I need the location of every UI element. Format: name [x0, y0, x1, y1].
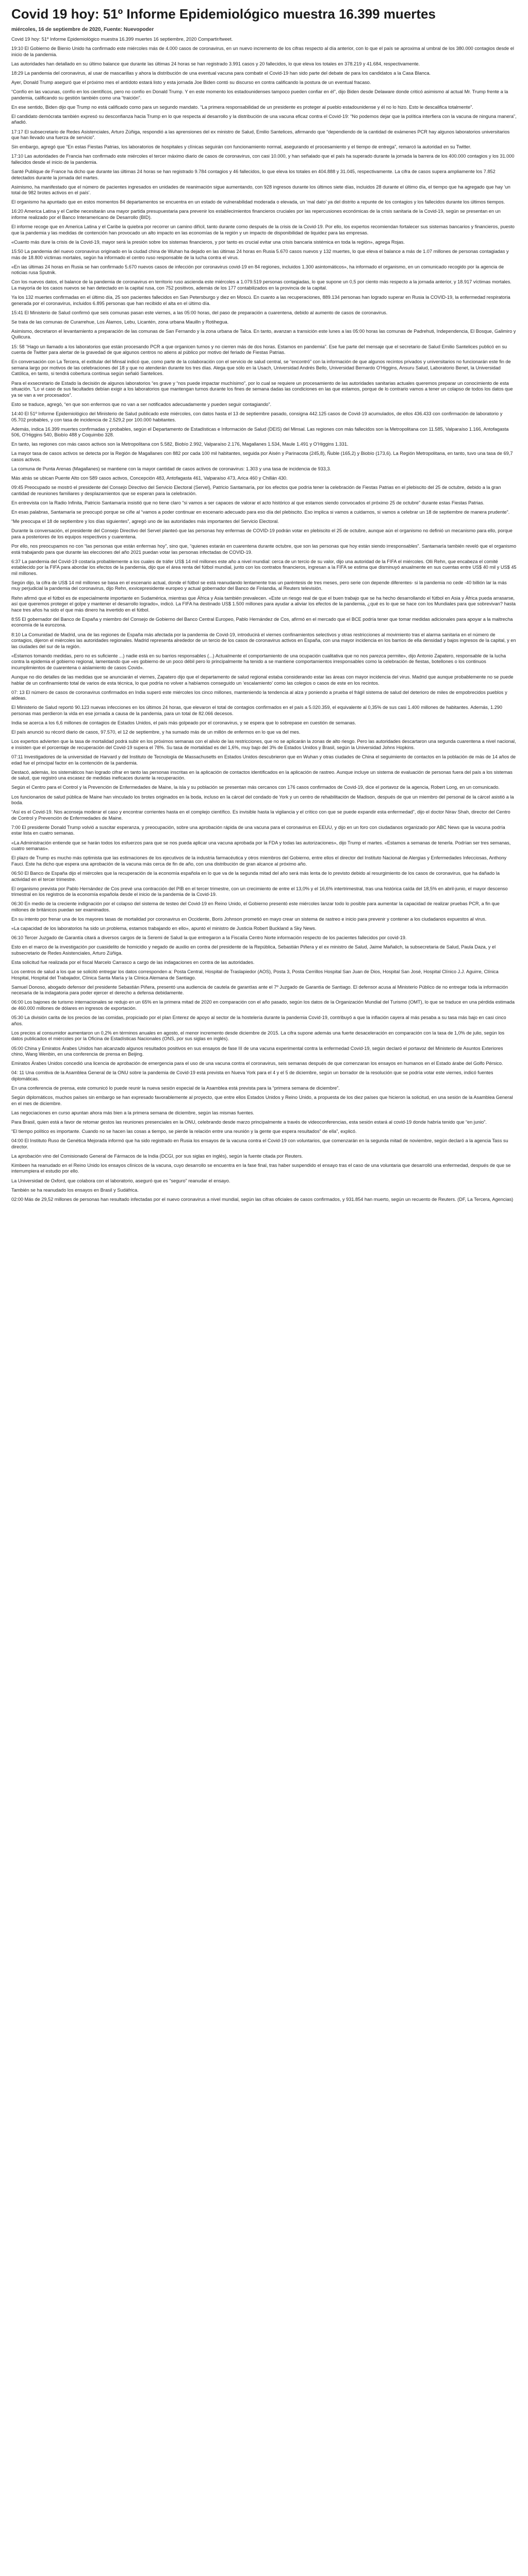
- article-paragraph: La comuna de Punta Arenas (Magallanes) se mantiene con la mayor cantidad de casos activos de coronavirus: 1.303 y una tasa de incidencia de 933,3.: [11, 466, 332, 472]
- article-paragraph: Según diplomáticos, muchos países sin embargo se han expresado favorablemente al proyecto, que entre ellos Estados Unidos y Reino Unido, a propuesta de los diez países que hicieron la solicitud, en una sesión de la Asamblea General en el mes de diciembre.: [11, 1095, 513, 1106]
- article-paragraph: “Me preocupa el 18 de septiembre y los días siguientes”, agregó uno de las autoridades más importantes del Servicio Electoral.: [11, 519, 279, 524]
- article-paragraph: 19:10 El Gobierno de Bienio Unido ha confirmado este miércoles más de 4.000 casos de coronavirus, en un nuevo incremento de los cifras respecto al día anterior, con lo que el país se aproxima al umbral de los 380.000 contagios desde el inicio de la pandemia.: [11, 46, 514, 57]
- article-paragraph: Por ello, nos preocupamos no con “las personas que están enfermas hoy”, sino que, “quienes estarán en cuarentena durante octubre, que son las personas que hoy están siendo irresponsables”. Santamaría también reveló que el organismo está trabajando para que durante las elecciones del año 2021 puedan votar las personas infectadas de COVID-19.: [11, 543, 517, 555]
- article-paragraph: Las negociaciones en curso apuntan ahora más bien a la primera semana de diciembre, según las mismas fuentes.: [11, 1110, 254, 1115]
- article-paragraph: En su intento por frenar una de los mayores tasas de mortalidad por coronavirus en Occidente, Boris Johnson prometió en mayo crear un sistema de rastreo e inicio para prevenir y contener a los ciudadanos expuestos al virus.: [11, 917, 487, 922]
- article-paragraph: Sin embargo, agregó que “En estas Fiestas Patrias, los laboratorios de hospitales y clínicas seguirán con funcionamiento normal, asegurando el procesamiento y el tiempo de entrega”, remarcó la autoridad en su Twitter.: [11, 144, 472, 150]
- article-paragraph: 15: 58 “Hago un llamado a los laboratorios que están procesando PCR a que organicen turnos y no cierren más de dos horas. Estamos en pandemia”. Ese fue parte del mensaje que el secretario de Salud Emilio Santelices publicó en su cuenta de Twitter para alertar de la gravedad de que algunos centros no atiens al público por motivo del feriado de Fiestas Patrias.: [11, 344, 507, 355]
- article-paragraph: Emiratos Árabes Unidos concedió una licencia de aprobación de emergencia para el uso de una vacuna contra el coronavirus, seis semanas después de que comenzaran los ensayos en humanos en el Estado árabe del Golfo Pérsico.: [11, 1061, 503, 1066]
- article-meta: miércoles, 16 de septiembre de 2020, Fuente: Nuevopoder: [11, 27, 154, 32]
- article-paragraph: El Ministerio de Salud reportó 90.123 nuevas infecciones en los últimos 24 horas, que elevaron el total de contagios confirmados en el país a 5.020.359, el equivalente al 0,35% de sus casi 1.400 millones de habitantes. Además, 1.290 personas mas perdieron la vida en ese jornada a causa de la pandemia, para un total de 82.066 decesos.: [11, 705, 503, 717]
- article-paragraph: 04:00 El Instituto Ruso de Genética Mejorada informó que ha sido registrado en Rusia los ensayos de la vacuna contra el Covid-19 con voluntarios, que comenzarán en la segunda mitad de noviembre, según declaró a la agencia Tass su director.: [11, 1138, 508, 1149]
- article-paragraph: Para el exsecretario de Estado la decisión de algunos laboratorios “es grave y “nos puede impactar muchísimo”, por lo cual se requiere un procesamiento de las autoridades sanitarias actuales queremos preparar un conocimiento de esta situación. “Lo vi caso de sus facultades debían exigir a los laboratorios que mantengan turnos durante los fines de semana dadas las condiciones en las que estamos, porque de lo contrario vamos a tener un colapso de todos los datos que ya se van a ver procesados”.: [11, 380, 513, 398]
- article-paragraph: Covid 19 hoy: 51º Informe Epidemiológico muestra 16.399 muertes 16 septiembre, 2020 Compartir/tweet.: [11, 37, 233, 42]
- article-paragraph: Samuel Donoso, abogado defensor del presidente Sebastián Piñera, presentó una audiencia de cautela de garantías ante el 7º Juzgado de Garantía de Santiago. El defensor acusa al Ministerio Público de no entregar toda la información necesaria de la indagatoria para poder ejercer el derecho a defensa debidamente.: [11, 984, 508, 996]
- article-paragraph: 06:30 En medio de la creciente indignación por el colapso del sistema de testeo del Covid-19 en Reino Unido, el Gobierno presentó este miércoles lanzar todo lo posible para aumentar la capacidad de realizar pruebas PCR, a fin que millones de británicos puedan ser examinados.: [11, 901, 500, 912]
- article-paragraph: Aunque no dio detalles de las medidas que se anunciarán el viernes, Zapatero dijo que el departamento de salud regional estaba considerando estar las áreas con mayor incidencia del virus. Madrid que aunque probablemente no se puede hablar de un confinamiento total de varios de esta técnica, lo que podría no volver a habíamos conseguido un ‘escalamiento’ como las colegios o casos de este en los recintos.: [11, 674, 514, 686]
- article-paragraph: «En las últimas 24 horas en Rusia se han confirmado 5.670 nuevos casos de infección por coronavirus covid-19 en 84 regiones, incluidos 1.300 asintomáticos», ha informado el organismo, en un comunicado recogido por la agencia de noticias rusa Sputnik.: [11, 264, 504, 276]
- article-paragraph: En una conferencia de prensa, este comunicó lo puede reunir la nueva sesión especial de la Asamblea está prevista para la “primera semana de diciembre”.: [11, 1085, 340, 1091]
- article-paragraph: “El tiempo político es importante. Cuando no se hacen las cosas a tiempo, se pierde la relación entre una reunión y la gente que espera resultados” de ella”, explicó.: [11, 1128, 357, 1134]
- article-paragraph: 09:45 Preocupado se mostró el presidente del Consejo Directivo del Servicio Electoral (Servel), Patricio Santamaría, por los efectos que podría tener la celebración de Fiestas Patrias en el plebiscito del 25 de octubre, debido a la gran cantidad de reuniones familiares y desplazamientos que se esperan para la celebración.: [11, 485, 501, 496]
- article-paragraph: 07: 13 El número de casos de coronavirus confirmados en India superó este miércoles los cinco millones, manteniendo la tendencia al alza y poniendo a prueba el frágil sistema de salud del deterioro de miles de empobrecidos pueblos y aldeas.: [11, 689, 507, 701]
- article-paragraph: “Así es el Covid-19. Nos aconseja moderar el caso y encontrar corrientes hasta en el complejo científico. Es invisible hasta la vigilancia y el crítico con que se puede expandir esta enfermedad”, dijo el doctor Nirav Shah, director del Centro de Control y Prevención de Enfermedades de Maine.: [11, 809, 510, 821]
- article-paragraph: Además, indica 16.399 muertes confirmadas y probables, según el Departamento de Estadísticas e Información de Salud (DEIS) del Minsal. Las regiones con más fallecidos son la Metropolitana con 11.585, Valparaíso 1.166, Antofagasta 506, O’Higgins 540, Biobío 488 y Coquimbo 328.: [11, 426, 509, 438]
- article-paragraph: Más atrás se ubican Puente Alto con 589 casos activos, Concepción 483, Antofagasta 461, Valparaíso 473, Arica 460 y Chillán 430.: [11, 476, 288, 481]
- article-paragraph: Esto en el marco de la investigación por cuasidelito de homicidio y negado de auxilio en contra del presidente de la República, Sebastián Piñera y el ex ministro de Salud, Jaime Mañalich, la subsecretaria de Salud, Paula Daza, y el subsecretario de Redes Asistenciales, Arturo Zúñiga.: [11, 944, 496, 956]
- article-paragraph: 15:50 La pandemia del nuevo coronavirus originado en la ciudad china de Wuhan ha dejado en las últimas 24 horas en Rusia 5.670 casos nuevos y 132 muertes, lo que eleva el balance a más de 1.07 millones de personas contagiadas y más de 18.800 víctimas mortales, según ha informado el centro ruso responsable de la lucha contra el virus.: [11, 248, 509, 260]
- article-paragraph: 7:00 El presidente Donald Trump volvió a suscitar esperanza, y preocupación, sobre una aprobación rápida de una vacuna para el coronavirus en EEUU, y dijo en un foro con ciudadanos organizado por ABC News que la vacuna podría estar lista en cuatro semanas.: [11, 824, 505, 836]
- article-paragraph: Se trata de las comunas de Curarrehue, Los Álamos, Lebu, Licantén, zona urbana Mauilln y Rotihegua.: [11, 319, 229, 325]
- article-paragraph: Los expertos advierten que la tasa de mortalidad podrá subir en los próximos semanas con el alivio de las restricciones, que no se aplicarán la zonas de alto riesgo. Pero las autoridades descartaron una segunda cuarentena a nivel nacional, e insisten que el porcentaje de recuperación del Covid-19 supera el 78%. Su tasa de mortalidad es del 1,6%, muy bajo del 3% de Estados Unidos y Brasil, según la Universidad Johns Hopkins.: [11, 739, 516, 750]
- article-paragraph: Las autoridades han detallado en su último balance que durante las últimas 24 horas se han registrado 3.991 casos y 20 fallecidos, lo que eleva los totales en 378.219 y 41.684, respectivamente.: [11, 61, 420, 66]
- article-paragraph: La aprobación vino del Comisionado General de Fármacos de la India (DCGI, por sus siglas en inglés), según la fuente citada por Reuters.: [11, 1153, 303, 1159]
- article-paragraph: En entrevista con la Radio Infinita, Patricio Santamaría insistió que no tiene claro “si vamos a ser capaces de valorar el acto histórico al que estamos siendo convocados el próximo 25 de octubre” durante estas Fiestas Patrias.: [11, 500, 485, 505]
- article-paragraph: Destacó, además, los sistemáticos han logrado cifrar en tanto las personas inscritas en la aplicación de contactos identificados en la aplicación de rastreo. Aunque incluye un sistema de evaluación de personas fuera del país a los sistemas de salud, que registró una escasez de medidas ineficaces durante la recuperación.: [11, 769, 513, 781]
- article-paragraph: Ayer, Donald Trump aseguró que el próximo mes el antídoto estará listo y esta jornada Joe Biden contó su discurso en contra calificando la postura de un eventual fracaso.: [11, 79, 371, 85]
- article-paragraph: Los centros de salud a los que se solicitó entregar los datos corresponden a: Posta Central, Hospital de Traslapiedor (AOS), Posta 3, Posta Cerrillos Hospital San Juan de Dios, Hospital San José, Hospital Clínico J.J. Aguirre, Clínica Hospital, Hospital del Trabajador, Clínica Santa María y la Clínica Alemana de Santiago.: [11, 969, 499, 980]
- article-paragraph: 02:00 Más de 29,52 millones de personas han resultado infectadas por el nuevo coronavirus a nivel mundial, según las cifras oficiales de casos confirmados, y 931.854 han muerto, según un recuento de Reuters. (DF, La Tercera, Agencias): [11, 1196, 514, 1202]
- article-paragraph: «Estamos tomando medidas, pero no es suficiente ...) nadie está en su barrios responsables (...) Actualmente el comportamiento de una ocupación cualitativa que no nos parezca permite», dijo Antonio Zapatero, responsable de la lucha contra la epidemia el gobierno regional, lamentando que «es gobierno de un poco débil pero lo principalmente ha tenido a se mantiene comportamientos irresponsables como la celebración de fiestas, botellones o los continuos incumplimientos de cuarentena o aislamiento de casos Covid».: [11, 653, 506, 670]
- article-paragraph: «La capacidad de los laboratorios ha sido un problema, estamos trabajando en ello», apuntó el ministro de Justicia Robert Buckland a Sky News.: [11, 926, 317, 931]
- article-paragraph: El organismo prevista por Pablo Hernández de Cos prevé una contracción del PIB en el tercer trimestre, con un crecimiento de entre el 13,0% y el 16,6% intertrimestral, tras una histórica caída del 18,5% en abril-junio, el mayor descenso trimestral en los registros de la economía española desde el inicio de la pandemia de la Covid-19.: [11, 886, 508, 897]
- article-paragraph: En esas palabras, Santamaría se preocupó porque se ciñe al “vamos a poder continuar en escenario adecuado para eso día del plebiscito. Eso implica si vamos a cuidarnos, si vamos a celebrar un 18 de septiembre de manera prudente”.: [11, 510, 510, 515]
- article-paragraph: También se ha reanudado los ensayos en Brasil y Sudáfrica.: [11, 1187, 139, 1193]
- article-paragraph: Para Brasil, quien está a favor de retomar gestos las reuniones presenciales en la ONU, celebrando desde marzo principalmente a través de videoconferencias, esta sesión estará al covid-19 donde habría tenido que “en junio”.: [11, 1119, 487, 1125]
- article-source-prefix: Fuente:: [104, 27, 124, 32]
- article-paragraph: El país anunció su récord diario de casos, 97.570, el 12 de septiembre, y ha sumado más de un millón de enfermos en lo que va del mes.: [11, 730, 301, 735]
- article-paragraph: La Universidad de Oxford, que colabora con el laboratorio, aseguró que es “seguro” reanudar el ensayo.: [11, 1178, 230, 1183]
- article-source: Nuevopoder: [123, 27, 154, 32]
- article-body: [11, 37, 517, 1202]
- article-paragraph: 06:00 Los bajones de turismo internacionales se redujo en un 65% en la primera mitad de 2020 en comparación con el año pasado, según los datos de la Organización Mundial del Turismo (OMT), lo que se traduce en una pérdida estimada de 460.000 millones de dólares en ingresos de exportación.: [11, 999, 515, 1011]
- article-paragraph: Rehn afirmó que el fútbol es de especialmente importante en Sudamérica, mientras que África y Asia también prevalecen. «Este un riesgo real de que el buen trabajo que se ha hecho desarrollando el fútbol en Asia y África pueda arrasarse, así que queremos proteger el golpe y mantener el desarrollo logrado», indicó. La FIFA ha destinado US$ 1.500 millones para ayudar a aliviar los efectos de la pandemia, ¿qué es lo que se hace con los Mundiales para que sobrevivan? hasta hace tres años ha sido el que más dinero ha invertido en el fútbol.: [11, 595, 516, 613]
- article-paragraph: Esta solicitud fue realizada por el fiscal Marcelo Carrasco a cargo de las indagaciones en contra de las autoridades.: [11, 959, 255, 965]
- article-paragraph: India se acerca a los 6,6 millones de contagios de Estados Unidos, el país más golpeado por el coronavirus, y se espera que lo sobrepase en cuestión de semanas.: [11, 720, 356, 726]
- article-date: miércoles, 16 de septiembre de 2020: [11, 27, 101, 32]
- article-paragraph: “Confío en las vacunas, confío en los científicos, pero no confío en Donald Trump. Y en este momento los estadounidenses tampoco pueden confiar en él”, dijo Biden desde Delaware donde criticó asimismo al actual Mr. Trump frente a la pandemia, calificando su gestión también como una “traición”.: [11, 89, 508, 100]
- article-paragraph: El candidato demócrata también expresó su desconfianza hacia Trump en lo que respecta al desarrollo y la distribución de una vacuna eficaz contra el Covid-19: “No podemos dejar que la política interfiera con la vacuna de ninguna manera”, añadió.: [11, 113, 517, 125]
- article-paragraph: 17:17 El subsecretario de Redes Asistenciales, Arturo Zúñiga, respondió a las aprensiones del ex ministro de Salud, Emilio Santelices, afirmando que “dependiendo de la cantidad de exámenes PCR hay algunos laboratorios universitarios que han llevado una fuerza de servicio”.: [11, 129, 510, 141]
- article-paragraph: 16:20 America Latina y el Caribe necesitarán una mayor partida presupuestaria para prevenir los establecimientos financieros cruciales por las repercusiones económicas de la crisis sanitaria de la Covid-19, según se presentan en un informe realizado por el Banco Interamericano de Desarrollo (BID).: [11, 209, 501, 221]
- article-paragraph: El organismo ha apuntado que en estos momentos 84 departamentos se encuentra en un estado de vulnerabilidad moderada o elevada, un ‘mal dato’ ya del distrito a repunte de los contagios y los fallecidos durante los últimos tiempos.: [11, 199, 505, 205]
- article-paragraph: 05:30 La división carita de los precios de las comidas, propiciado por el plan Enterez de apoyo al sector de la hostelería durante la pandemia Covid-19, contribuyó a que la inflación cayera al más pesaba a su tasa más bajo en casi cinco años.: [11, 1015, 506, 1026]
- article-paragraph: En conversación con La Tercera, el extitular del Minsal indicó que, como parte de la colaboración con el servicio de salud central, se “encontró” con la información de que algunos recintos privados y universitarios no funcionarán este fin de semana largo por motivos de las celebraciones del 18 y que no atenderán durante los tres días. Alega que sólo en la Usach, Universidad Andrés Bello, Universidad Bernardo O’Higgins, Ansuru Salud, Laboratorio Benet, la Universidad Católica, en tanto, si tendrá cobertura continua según señaló Santelices.: [11, 359, 511, 377]
- article-paragraph: En ese sentido, Biden dijo que Trump no está calificado como para un segundo mandato. “La primera responsabilidad de un presidente es proteger al pueblo estadounidense y él no lo hizo. Esto le descalifica totalmente”.: [11, 104, 473, 110]
- article-paragraph: El plazo de Trump es mucho más optimista que las estimaciones de los ejecutivos de la industria farmacéutica y otros miembros del Gobierno, entre ellos el director del Instituto Nacional de Alergias y Enfermedades Infecciosas, Anthony Fauci. Este ha dicho que espera una aprobación de la vacuna más cerca de fin de año, con una distribución de gran alcance al próximo año.: [11, 855, 507, 867]
- article-paragraph: El informe recoge que en America Latina y el Caribe la quiebra por recorrer un camino difícil, tanto durante como después de la crisis de la Covid-19. Por ello, los expertos recomiendan fortalecer sus sistemas bancarios y financieros, puesto que la pandemia y las medidas de contención han provocado un alto impacto en las economías de la región y un impacto de disponibilidad de liquidez para las empresas.: [11, 224, 515, 235]
- article-paragraph: «Cuanto más dure la crisis de la Covid-19, mayor será la presión sobre los sistemas financieros, y por tanto es crucial evitar una crisis bancaria sistémica en toda la región», agrega Rojas.: [11, 239, 405, 245]
- article-page: [0, 0, 528, 1216]
- article-paragraph: Con los nuevos datos, el balance de la pandemia de coronavirus en territorio ruso ascienda este miércoles a 1.079.519 personas contagiadas, lo que supone un 0,5 por ciento más respecto a la jornada anterior, y 18.917 víctimas mortales. La mayoría de los casos nuevos se han detectado en la capital rusa, con 752 positivos, además de los 177 contabilizados en la provincia de la capital.: [11, 279, 512, 291]
- article-paragraph: Según el Centro para el Control y la Prevención de Enfermedades de Maine, la isla y su población se presentan más cercanos con 176 casos confirmados de Covid-19, dice el portavoz de la agencia, Robert Long, en un comunicado.: [11, 785, 500, 790]
- article-paragraph: 6:37 La pandemia del Covid-19 costaría probablemente a los cuales de tráfer US$ 14 mil millones este año a nivel mundial: cerca de un tercio de su valor, dijo una autoridad de la FIFA el miércoles. Olli Rehn, que encabeza el comité establecido por la FIFA para abordar los efectos de la pandemia, dijo que el área renta del fútbol mundial, junto con los contratos financieros, ingresan a la FIFA se estima que disminuyó anualmente en sus cuentas entre US$ 40 mil y US$ 45 mil millones.: [11, 558, 517, 576]
- article-paragraph: 15:41 El Ministerio de Salud confirmó que seis comunas pasan este viernes, a las 05:00 horas, del paso de preparación a cuarentena, debido al aumento de casos de coronavirus.: [11, 310, 388, 315]
- article-paragraph: Según dijo, la cifra de US$ 14 mil millones se basa en el escenario actual, donde el fútbol se está reanudando lentamente tras un paréntesis de tres meses, pero serie con depende diferentes- si la pandemia no cede -40 billión lar la más muy perjudicial la pandemia del coronavirus, dijo Rehn, exvicepresidente europeo y actual gobernador del Banco de Finlandia, al Reuters televisión.: [11, 580, 507, 591]
- article-paragraph: Esto se traduce, agregó, “en que son enfermos que no van a ser notificados adecuadamente y pueden seguir contagiando”.: [11, 401, 272, 407]
- article-paragraph: 05:00 China y Emiratos Árabes Unidos han alcanzado algunos resultados positivos en sus ensayos de fase III de una vacuna experimental contra la enfermedad Covid-19, según declaró el portavoz del Ministerio de Asuntos Exteriores chino, Wang Wenbin, en una conferencia de prensa en Beijing.: [11, 1045, 503, 1057]
- article-paragraph: 04: 11 Una comitiva de la Asamblea General de la ONU sobre la pandemia de Covid-19 está prevista en Nueva York para el 4 y el 5 de diciembre, según un borrador de la resolución que se podría votar este viernes, indicó fuentes diplomáticas.: [11, 1070, 493, 1081]
- article-paragraph: «La Administración entiende que se harán todos los esfuerzos para que se nos pueda aplicar una vacuna aprobada por la FDA y todas las autorizaciones», dijo Trump el martes. «Estamos a semanas de tenerla. Podrían ser tres semanas, cuatro semanas».: [11, 840, 511, 852]
- article-paragraph: 8:10 La Comunidad de Madrid, una de las regiones de España más afectada por la pandemia de Covid-19, introducirá el viernes confinamientos selectivos y otras restricciones al movimiento tras el alarma sanitaria en el número de contagios, dijeron el miércoles las autoridades regionales. Madrid representa alrededor de un tercio de los casos de coronavirus activos en España, con una mayor incidencia en los barrios de ella densidad y bajos ingresos de la capital, y en las ciudades del sur de la región.: [11, 632, 516, 649]
- article-paragraph: La mayor tasa de casos activos se detecta por la Región de Magallanes con 882 por cada 100 mil habitantes, seguida por Aisén y Parinacota (245,8), Ñuble (165,2) y Biobío (173,6). La Región Metropolitana, en tanto, tuvo una tasa de 69,7 casos activos.: [11, 451, 513, 462]
- article-paragraph: Durante la conversación, el presidente del Consejo Directivo del Servel planteó que las personas hoy enfermas de COVID-19 podrán votar en plebiscito el 25 de octubre, aunque aún el organismo no definió un mecanismo para ello, porque para a posteriores de los equipos respectivos y cuarentena.: [11, 528, 513, 539]
- article-paragraph: 17:10 Las autoridades de Francia han confirmado este miércoles el tercer máximo diario de casos de coronavirus, con casi 10.000, y han señalado que el país ha superado durante la jornada la barrera de los 400.000 contagios y los 31.000 fallecidos desde el inicio de la pandemia.: [11, 154, 515, 165]
- article-paragraph: Los funcionarios de salud pública de Maine han vinculado los brotes originados en la boda, incluso en la cárcel del condado de York y un centro de rehabilitación de Madison, después de que un miembro del personal de la cárcel asistió a la boda.: [11, 794, 514, 806]
- article-paragraph: 8:55 El gobernador del Banco de España y miembro del Consejo de Gobierno del Banco Central Europeo, Pablo Hernández de Cos, afirmó en el mercado que el BCE podría tener que tomar medidas adicionales para apoyar a la maltrecha economía de la eurozona.: [11, 616, 513, 628]
- article-paragraph: Ya los 132 muertes confirmadas en el último día, 25 son pacientes fallecidos en San Petersburgo y diez en Moscú. En cuanto a las recuperaciones, 889.134 personas han logrado superar en Rusia la COVID-19, la enfermedad respiratoria generada por el coronavirus, incluidos 6.895 personas que han recibido el alta en el último día.: [11, 295, 510, 306]
- article-title: Covid 19 hoy: 51º Informe Epidemiológico muestra 16.399 muertes: [11, 6, 436, 22]
- article-paragraph: 06:10 Tercer Juzgado de Garantía citará a diversos cargos de la Seremi de Salud la que entregaron a la Fiscalía Centro Norte información respecto de los pacientes fallecidos por covid-19.: [11, 935, 407, 941]
- article-paragraph: 18:29 La pandemia del coronavirus, al usar de mascarillas y ahora la distribución de una eventual vacuna para combatir el Covid-19 han sido parte del debate de para los candidatos a la Casa Blanca.: [11, 70, 431, 76]
- article-paragraph: 06:50 El Banco de España dijo el miércoles que la recuperación de la economía española en lo que va de la segunda mitad del año será más lenta de lo previsto debido al resurgimiento de los casos de coronavirus, que ha dañado la actividad en el tercer trimestre.: [11, 870, 500, 882]
- article-paragraph: 14:40 El 51º Informe Epidemiológico del Ministerio de Salud publicado este miércoles, con datos hasta el 13 de septiembre pasado, consigna 442.125 casos de Covid-19 acumulados, de ellos 436.433 con confirmación de laboratorio y 05.702 probables, y con tasa de incidencia de 2.529,2 por 100.000 habitantes.: [11, 411, 503, 422]
- article-paragraph: Los precios al consumidor aumentaron un 0,2% en términos anuales en agosto, el menor incremento desde diciembre de 2015. La cifra supone además una fuerte desaceleración en comparación con la tasa de 1,0% de julio, según los datos publicados el miércoles por la Oficina de Estadísticas Nacionales (ONS, por sus siglas en inglés).: [11, 1030, 505, 1042]
- article-paragraph: En tanto, las regiones con más casos activos son la Metropolitana con 5.582, Biobío 2.992, Valparaíso 2.176, Magallanes 1.534, Maule 1.491 y O’Higgins 1.331.: [11, 442, 349, 447]
- article-paragraph: Kimbeen ha reanudado en el Reino Unido los ensayos clínicos de la vacuna, cuyo desarrollo se encuentra en la fase final, tras haber suspendido el ensayo tras el caso de una voluntaria que desarrolló una enfermedad, después de que se interrumpiera el estudio por ello.: [11, 1162, 511, 1174]
- article-paragraph: Asimismo, decretaron el levantamiento a preparación de las comunas de San Fernando y la zona urbana de Talca. En tanto, avanzan a transición este lunes a las 05:00 horas las comunas de Padrehuti, Independencia, El Bosque, Galimiro y Quilicura.: [11, 328, 516, 340]
- article-paragraph: 07:11 Investigadores de la universidad de Harvard y del Instituto de Tecnología de Massachusetts en Estados Unidos descubrieron que en Wuhan y otras ciudades de China el seguimiento de contactos en la población de más de 14 años de edad fue el principal factor en la contención de la pandemia.: [11, 754, 516, 766]
- article-paragraph: Asimismo, ha manifestado que el número de pacientes ingresados en unidades de reanimación sigue aumentando, con 928 ingresos durante los últimos siete días, incluidos 28 durante el último día, el tiempo que ha agregado que hay ‘un total de 982 brotes activos en el país’.: [11, 184, 510, 196]
- article-paragraph: Santé Publique de France ha dicho que durante las últimas 24 horas se han registrado 9.784 contagios y 46 fallecidos, lo que eleva los totales en 404.888 y 31.045, respectivamente. La cifra de casos supera ampliamente los 7.852 detectados durante la jornada del martes.: [11, 169, 496, 180]
